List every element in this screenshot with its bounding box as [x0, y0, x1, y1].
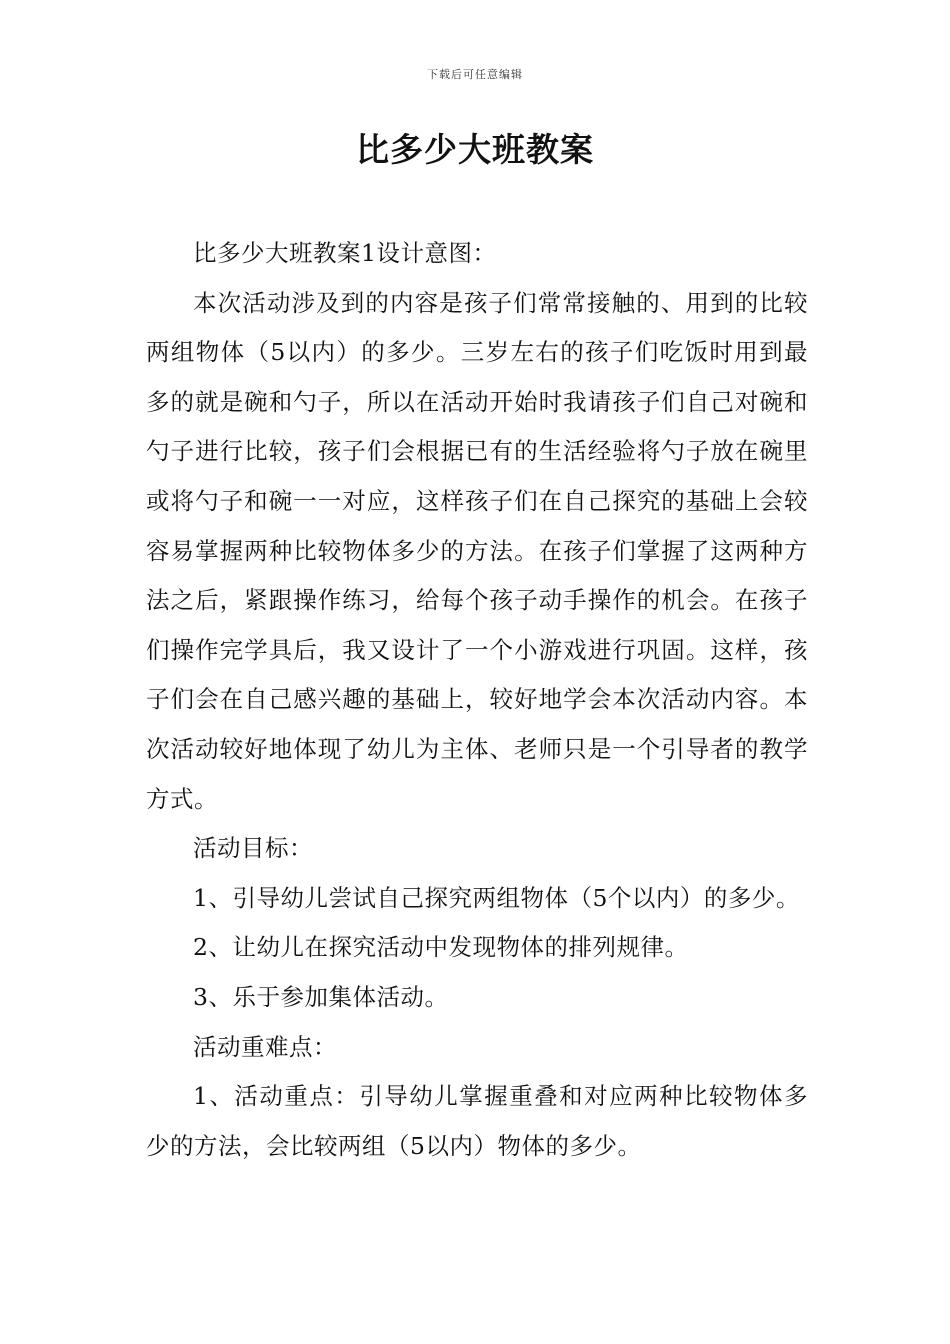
paragraph-goal-1: 1、引导幼儿尝试自己探究两组物体（5个以内）的多少。: [193, 883, 800, 912]
page-header-note: 下载后可任意编辑: [427, 68, 523, 81]
paragraph-key-point-1: 1、活动重点：引导幼儿掌握重叠和对应两种比较物体多少的方法，会比较两组（5以内）物体的多少。: [146, 1082, 808, 1160]
paragraph-goal-2: 2、让幼儿在探究活动中发现物体的排列规律。: [193, 933, 689, 962]
paragraph-design-intent-heading: 比多少大班教案1设计意图：: [193, 239, 497, 267]
document-title: 比多少大班教案: [356, 130, 594, 169]
paragraph-goal-3: 3、乐于参加集体活动。: [193, 982, 449, 1011]
document-body: [146, 229, 808, 1171]
paragraph-design-intent: 本次活动涉及到的内容是孩子们常常接触的、用到的比较两组物体（5以内）的多少。三岁左右的孩子们吃饭时用到最多的就是碗和勺子，所以在活动开始时我请孩子们自己对碗和勺子进行比较，孩子们会根据已有的生活经验将勺子放在碗里或将勺子和碗一一对应，这样孩子们在自己探究的基础上会较容易掌握两种比较物体多少的方法。在孩子们掌握了这两种方法之后，紧跟操作练习，给每个孩子动手操作的机会。在孩子们操作完学具后，我又设计了一个小游戏进行巩固。这样，孩子们会在自己感兴趣的基础上，较好地学会本次活动内容。本次活动较好地体现了幼儿为主体、老师只是一个引导者的教学方式。: [146, 288, 808, 813]
paragraph-key-points-heading: 活动重难点：: [193, 1032, 337, 1061]
paragraph-goals-heading: 活动目标：: [193, 834, 313, 863]
